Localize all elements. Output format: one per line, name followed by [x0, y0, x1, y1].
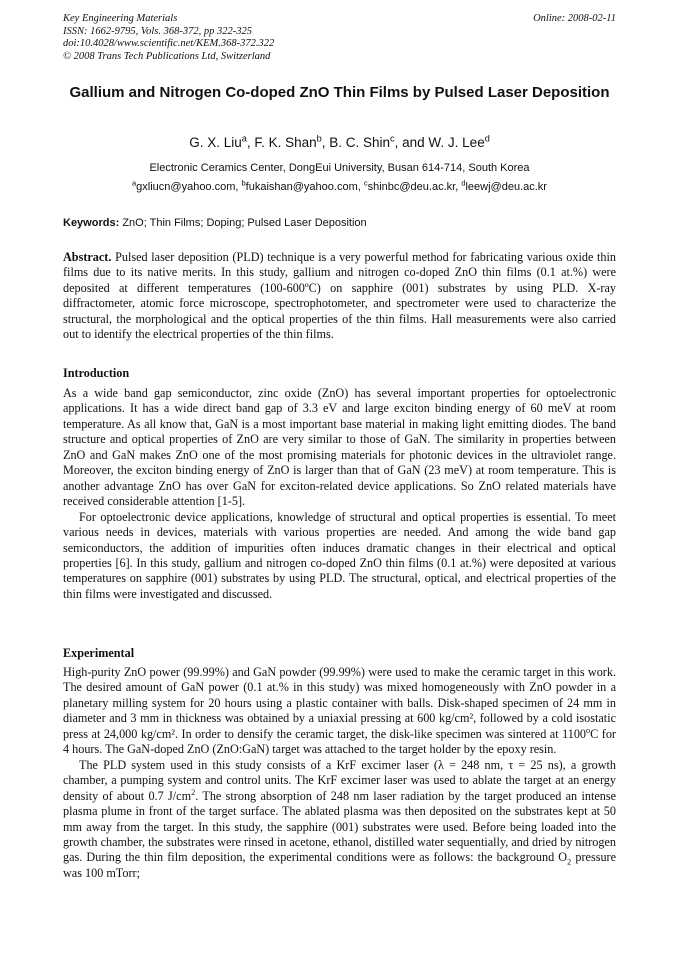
issn-line: ISSN: 1662-9795, Vols. 368-372, pp 322-325	[63, 25, 252, 37]
text-run: C for 4 hours. The GaN-doped ZnO (ZnO:GaN) target was attached to the target holder by the epoxy resin.	[63, 726, 616, 757]
author-mark: a	[241, 133, 247, 144]
email-link[interactable]: shinbc@deu.ac.kr	[367, 181, 456, 193]
email-link[interactable]: gxliucn@yahoo.com	[136, 181, 236, 193]
author-separator: ,	[246, 135, 255, 150]
paragraph: As a wide band gap semiconductor, zinc oxide (ZnO) has several important properties for optoelectronic applications. It has a wide direct band gap of 3.3 eV and large exciton binding energy of 60 meV at room temperature. As all know that, GaN is a most important base material in making light emitting diodes. The band structure and optical properties of ZnO are very similar to those of GaN. The similarity in properties between ZnO and GaN makes ZnO one of the most promising materials for photonic devices in the ultraviolet range. Moreover, the exciton binding energy of ZnO is larger than that of GaN (23 meV) at room temperature. This is another advantage ZnO has over GaN for exciton-related device applications. So ZnO related materials have received considerable attention [1-5].	[63, 386, 616, 509]
introduction-section	[63, 386, 616, 602]
experimental-heading: Experimental	[63, 646, 135, 660]
text-run: . The strong absorption of 248 nm laser radiation by the target produced an intense plasma plume in front of the target surface. The ablated plasma was then deposited on the substrates kept at 50 mm away from the target. In this study, the sapphire (001) substrates were used. Before being loaded into the growth chamber, the substrates were rinsed in acetone, ethanol, distilled water sequentially, and dried by nitrogen gas. During the thin film deposition, the experimental conditions were as follows: the background O	[63, 788, 616, 865]
online-date: Online: 2008-02-11	[533, 13, 616, 24]
author-list	[63, 134, 616, 151]
subscript: 2	[567, 857, 572, 867]
author-name: W. J. Lee	[428, 135, 485, 150]
paragraph	[63, 665, 616, 758]
email-link[interactable]: fukaishan@yahoo.com	[245, 181, 358, 193]
keywords-label: Keywords:	[63, 217, 120, 229]
author-mark: d	[484, 133, 490, 144]
text-run: High-purity ZnO power (99.99%) and GaN powder (99.99%) were used to make the ceramic target in this work. The desired amount of GaN power (0.1 at.% in this study) was mixed homogeneously with ZnO powder in a planetary milling system for 20 hours using a plastic container with balls. Disk-shaped specimen of 24 mm in diameter and 3 mm in thickness was obtained by a uniaxial pressing at 600 kg/cm², followed by a cold isostatic press at 24,000 kg/cm². In order to densify the ceramic target, the disk-like specimen was sintered at 1100	[63, 665, 616, 741]
author-name: F. K. Shan	[254, 135, 317, 150]
author-name: B. C. Shin	[329, 135, 391, 150]
degree-mark: o	[586, 725, 591, 735]
keywords-text: ZnO; Thin Films; Doping; Pulsed Laser Deposition	[122, 217, 367, 229]
doi-line: doi:10.4028/www.scientific.net/KEM.368-372.322	[63, 38, 275, 49]
paragraph	[63, 758, 616, 882]
abstract-label: Abstract.	[63, 250, 112, 264]
email-link[interactable]: leewj@deu.ac.kr	[465, 181, 547, 193]
text-run: pressure was 100 mTorr;	[63, 850, 617, 880]
email-mark: c	[363, 178, 368, 188]
introduction-heading: Introduction	[63, 366, 130, 380]
superscript: 2	[191, 787, 196, 797]
email-mark: b	[241, 178, 246, 188]
experimental-section	[63, 665, 616, 881]
author-mark: b	[316, 133, 322, 144]
paragraph: For optoelectronic device applications, knowledge of structural and optical properties is essential. To meet various needs in devices, materials with various properties are needed. And among the wide band gap semiconductors, the addition of impurities often induces dramatic changes in their electrical and optical properties [6]. In this study, gallium and nitrogen co-doped ZnO thin films (0.1 at.%) were deposited at various temperatures on sapphire (001) substrates by using PLD. The structural, optical, and electrical properties of the thin films were investigated and discussed.	[63, 509, 616, 601]
email-mark: a	[132, 178, 137, 188]
paper-title: Gallium and Nitrogen Co-doped ZnO Thin Films by Pulsed Laser Deposition	[69, 84, 610, 101]
author-separator: , and	[394, 135, 429, 150]
affiliation: Electronic Ceramics Center, DongEui University, Busan 614-714, South Korea	[149, 162, 530, 174]
journal-name: Key Engineering Materials	[63, 13, 178, 24]
author-separator: ,	[321, 135, 330, 150]
journal-header	[63, 13, 616, 63]
abstract	[63, 250, 616, 343]
email-list: $^a$gxliucn@yahoo.com, $^b$fukaishan@yahoo.com, $^c$shinbc@deu.ac.kr, $^d$leewj@deu.ac.kr	[132, 178, 547, 193]
copyright-line: © 2008 Trans Tech Publications Ltd, Switzerland	[63, 50, 271, 62]
author-mark: c	[390, 133, 395, 144]
keywords	[63, 216, 616, 230]
abstract-text: Pulsed laser deposition (PLD) technique is a very powerful method for fabricating various oxide thin films due to its native merits. In this study, gallium and nitrogen co-doped ZnO thin films (0.1 at.%) were deposited at different temperatures (100-600ºC) on sapphire (001) substrates by using PLD. X-ray diffractometer, atomic force microscope, spectrophotometer, and spectrometer were used to characterize the structural, the morphological and the optical properties of the thin films. Hall measurements were also carried out to identify the electrical properties of the thin films.	[63, 250, 617, 342]
text-run: The PLD system used in this study consists of a KrF excimer laser (λ = 248 nm, τ = 25 ns), a growth chamber, a pumping system and control units. The KrF excimer laser was used to ablate the target at an energy density of about 0.7 J/cm	[63, 757, 616, 803]
author-name: G. X. Liu	[189, 135, 242, 150]
email-mark: d	[461, 178, 466, 188]
